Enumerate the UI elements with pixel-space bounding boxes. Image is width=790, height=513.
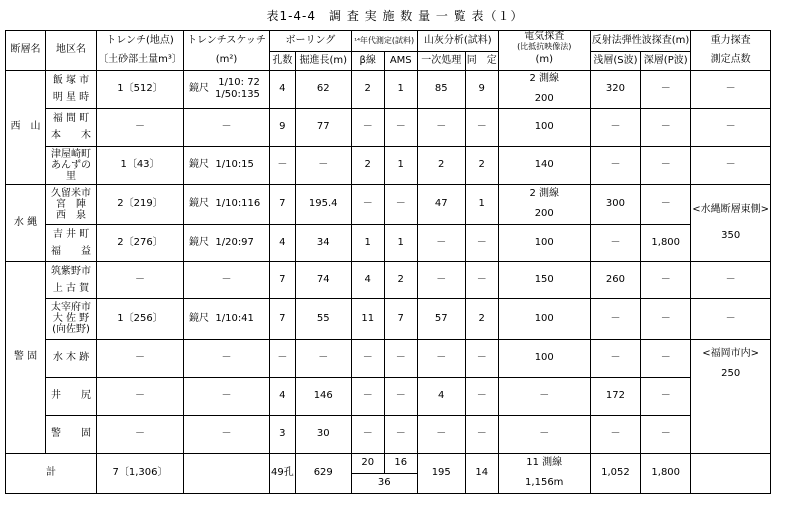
length-cell: 30 [295, 415, 351, 453]
ams-cell: 7 [384, 298, 417, 339]
deep-cell: 1,800 [641, 224, 691, 261]
header-holes: 孔数 [270, 51, 296, 70]
header-gravity: 重力探査 [691, 31, 771, 52]
header-trench-sub: 〔土砂部土量m³〕 [97, 51, 184, 70]
header-fault: 断層名 [6, 31, 46, 71]
length-cell: 55 [295, 298, 351, 339]
header-beta: β線 [351, 51, 384, 70]
identify-cell: － [465, 261, 498, 298]
header-length: 掘進長(m) [295, 51, 351, 70]
sketch-cell: － [184, 261, 270, 298]
primary-cell: 4 [417, 377, 465, 415]
shallow-cell: 300 [590, 184, 640, 224]
deep-cell: － [641, 415, 691, 453]
shallow-cell: － [590, 339, 640, 377]
primary-cell: 47 [417, 184, 465, 224]
holes-cell: 4 [270, 70, 296, 108]
elec-cell: － [498, 377, 590, 415]
header-elec-sub: (m) [498, 51, 590, 70]
ams-cell: － [384, 415, 417, 453]
primary-cell: 85 [417, 70, 465, 108]
total-gravity [691, 453, 771, 493]
header-shallow: 浅層(S波) [590, 51, 640, 70]
identify-cell: 1 [465, 184, 498, 224]
header-ams: AMS [384, 51, 417, 70]
total-sketch [184, 453, 270, 493]
sketch-cell: 鏡尺 1/10:116 [184, 184, 270, 224]
header-dating: ¹⁴年代測定(試料) [351, 31, 417, 52]
total-deep: 1,800 [641, 453, 691, 493]
holes-cell: 4 [270, 224, 296, 261]
beta-cell: － [351, 377, 384, 415]
elec-cell: 100 [498, 108, 590, 146]
deep-cell: － [641, 377, 691, 415]
sketch-cell: － [184, 415, 270, 453]
holes-cell: － [270, 339, 296, 377]
total-length: 629 [295, 453, 351, 493]
beta-cell: 1 [351, 224, 384, 261]
fault-keigo: 警 固 [6, 261, 46, 453]
ams-cell: 1 [384, 224, 417, 261]
area-cell: 久留米市 宮 陣 西 泉 [46, 184, 97, 224]
holes-cell: 7 [270, 184, 296, 224]
sketch-cell: 鏡尺 1/10: 72 1/50:135 [184, 70, 270, 108]
area-cell: 水 木 跡 [46, 339, 97, 377]
area-cell: 吉 井 町 福 益 [46, 224, 97, 261]
sketch-cell: 鏡尺 1/20:97 [184, 224, 270, 261]
deep-cell: － [641, 298, 691, 339]
total-ams: 16 [384, 453, 417, 473]
holes-cell: － [270, 146, 296, 184]
header-sketch: トレンチスケッチ [184, 31, 270, 52]
total-label: 計 [6, 453, 97, 493]
sketch-cell: 鏡尺 1/10:41 [184, 298, 270, 339]
shallow-cell: － [590, 108, 640, 146]
shallow-cell: － [590, 146, 640, 184]
shallow-cell: － [590, 224, 640, 261]
ams-cell: － [384, 339, 417, 377]
trench-cell: 1〔43〕 [97, 146, 184, 184]
trench-cell: 2〔276〕 [97, 224, 184, 261]
length-cell: 195.4 [295, 184, 351, 224]
identify-cell: － [465, 415, 498, 453]
primary-cell: － [417, 224, 465, 261]
gravity-cell: － [691, 261, 771, 298]
identify-cell: － [465, 108, 498, 146]
beta-cell: 2 [351, 70, 384, 108]
gravity-group-fukuoka: <福岡市内> 250 [691, 339, 771, 453]
elec-cell: 150 [498, 261, 590, 298]
trench-cell: 2〔219〕 [97, 184, 184, 224]
gravity-cell: － [691, 70, 771, 108]
ams-cell: － [384, 184, 417, 224]
sketch-cell: － [184, 377, 270, 415]
total-primary: 195 [417, 453, 465, 493]
primary-cell: 2 [417, 146, 465, 184]
header-seismic: 反射法弾性波探査(m) [590, 31, 691, 52]
primary-cell: － [417, 261, 465, 298]
total-trench: 7〔1,306〕 [97, 453, 184, 493]
header-ash: 山灰分析(試料) [417, 31, 498, 52]
holes-cell: 9 [270, 108, 296, 146]
primary-cell: 57 [417, 298, 465, 339]
ams-cell: 2 [384, 261, 417, 298]
area-cell: 福 間 町 本 木 [46, 108, 97, 146]
ams-cell: － [384, 108, 417, 146]
primary-cell: － [417, 108, 465, 146]
total-holes: 49孔 [270, 453, 296, 493]
beta-cell: 2 [351, 146, 384, 184]
header-identify: 同 定 [465, 51, 498, 70]
ams-cell: － [384, 377, 417, 415]
header-primary: 一次処理 [417, 51, 465, 70]
deep-cell: － [641, 261, 691, 298]
identify-cell: － [465, 339, 498, 377]
trench-cell: 1〔256〕 [97, 298, 184, 339]
area-cell: 井 尻 [46, 377, 97, 415]
deep-cell: － [641, 339, 691, 377]
ams-cell: 1 [384, 146, 417, 184]
header-gravity-sub: 測定点数 [691, 51, 771, 70]
holes-cell: 3 [270, 415, 296, 453]
shallow-cell: 172 [590, 377, 640, 415]
length-cell: 62 [295, 70, 351, 108]
beta-cell: － [351, 339, 384, 377]
length-cell: 146 [295, 377, 351, 415]
total-beta: 20 [351, 453, 384, 473]
sketch-cell: － [184, 108, 270, 146]
gravity-cell: － [691, 108, 771, 146]
identify-cell: 2 [465, 146, 498, 184]
header-deep: 深層(P波) [641, 51, 691, 70]
sketch-cell: － [184, 339, 270, 377]
deep-cell: － [641, 70, 691, 108]
header-boring: ボーリング [270, 31, 352, 52]
identify-cell: － [465, 377, 498, 415]
deep-cell: － [641, 146, 691, 184]
length-cell: 34 [295, 224, 351, 261]
trench-cell: － [97, 415, 184, 453]
length-cell: － [295, 339, 351, 377]
ams-cell: 1 [384, 70, 417, 108]
shallow-cell: 320 [590, 70, 640, 108]
trench-cell: － [97, 261, 184, 298]
total-identify: 14 [465, 453, 498, 493]
total-elec: 11 測線 1,156m [498, 453, 590, 493]
fault-minou: 水 縄 [6, 184, 46, 261]
holes-cell: 7 [270, 298, 296, 339]
beta-cell: － [351, 415, 384, 453]
trench-cell: 1〔512〕 [97, 70, 184, 108]
beta-cell: 4 [351, 261, 384, 298]
total-shallow: 1,052 [590, 453, 640, 493]
trench-cell: － [97, 108, 184, 146]
area-cell: 飯 塚 市 明 星 時 [46, 70, 97, 108]
gravity-group-minou: <水縄断層東側> 350 [691, 224, 771, 261]
table-title: 表1-4-4 調 査 実 施 数 量 一 覧 表（１） [266, 9, 524, 23]
primary-cell: － [417, 339, 465, 377]
elec-cell: 2 測線 200 [498, 184, 590, 224]
identify-cell: 2 [465, 298, 498, 339]
area-cell: 筑紫野市 上 古 賀 [46, 261, 97, 298]
elec-cell: 100 [498, 339, 590, 377]
area-cell: 津屋崎町 あんずの 里 [46, 146, 97, 184]
header-elec: 電気探査 (比抵抗映像法) [498, 31, 590, 52]
header-area: 地区名 [46, 31, 97, 71]
gravity-cell: － [691, 298, 771, 339]
header-trench: トレンチ(地点) [97, 31, 184, 52]
elec-cell: 100 [498, 224, 590, 261]
beta-cell: － [351, 108, 384, 146]
holes-cell: 7 [270, 261, 296, 298]
length-cell: － [295, 146, 351, 184]
identify-cell: － [465, 224, 498, 261]
fault-nishiyama: 西 山 [6, 70, 46, 184]
survey-quantity-table [5, 30, 771, 494]
total-dating-sum: 36 [351, 473, 417, 493]
beta-cell: － [351, 184, 384, 224]
beta-cell: 11 [351, 298, 384, 339]
header-sketch-sub: (m²) [184, 51, 270, 70]
sketch-cell: 鏡尺 1/10:15 [184, 146, 270, 184]
elec-cell: 100 [498, 298, 590, 339]
area-cell: 太宰府市 大 佐 野 (向佐野) [46, 298, 97, 339]
shallow-cell: 260 [590, 261, 640, 298]
shallow-cell: － [590, 415, 640, 453]
trench-cell: － [97, 377, 184, 415]
length-cell: 77 [295, 108, 351, 146]
trench-cell: － [97, 339, 184, 377]
primary-cell: － [417, 415, 465, 453]
deep-cell: － [641, 184, 691, 224]
area-cell: 警 固 [46, 415, 97, 453]
elec-cell: － [498, 415, 590, 453]
elec-cell: 2 測線 200 [498, 70, 590, 108]
shallow-cell: － [590, 298, 640, 339]
holes-cell: 4 [270, 377, 296, 415]
sketch-method: 鏡尺 [189, 83, 209, 94]
length-cell: 74 [295, 261, 351, 298]
deep-cell: － [641, 108, 691, 146]
elec-cell: 140 [498, 146, 590, 184]
identify-cell: 9 [465, 70, 498, 108]
gravity-cell: － [691, 146, 771, 184]
